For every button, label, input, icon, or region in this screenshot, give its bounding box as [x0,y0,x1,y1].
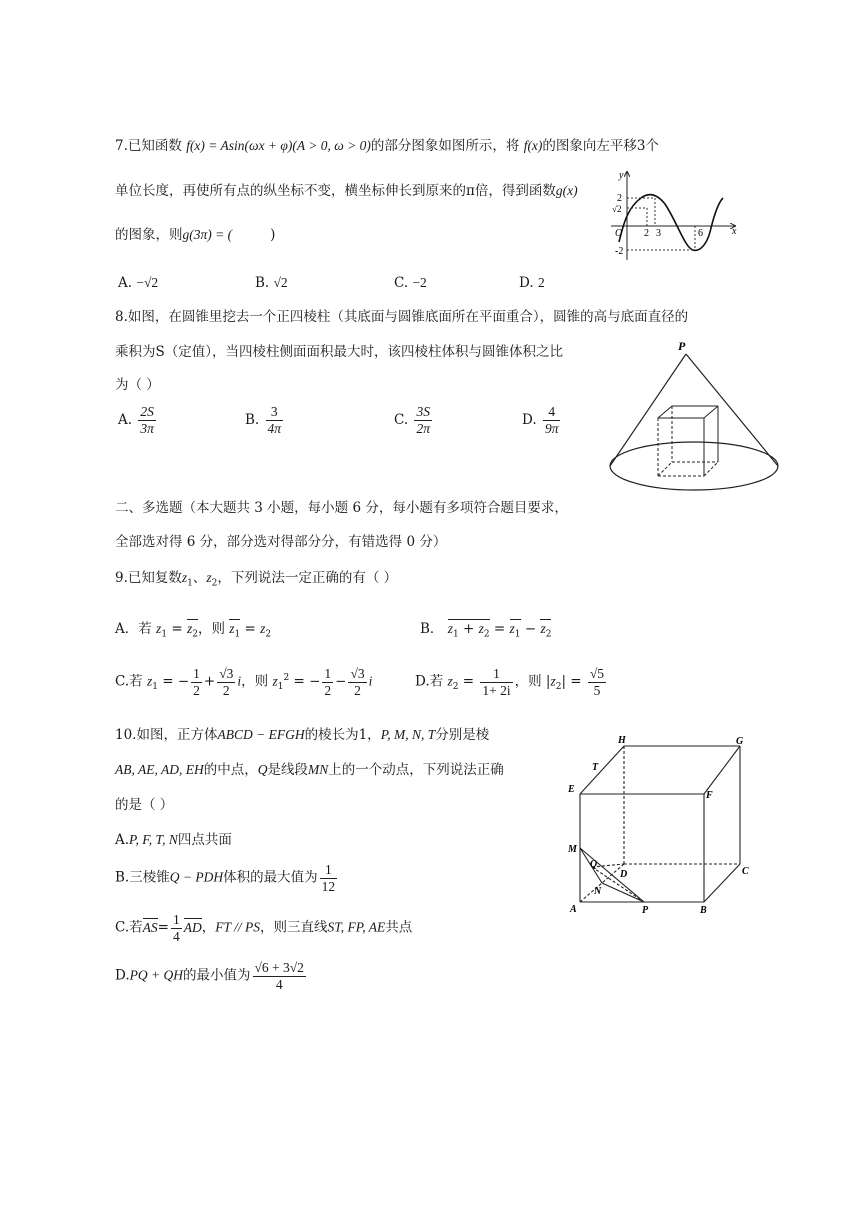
section2-line1: 二、多选题（本大题共 3 小题，每小题 6 分，每小题有多项符合题目要求， [115,500,568,516]
q10-label-a: A [570,904,577,915]
q10-label-b: B [700,905,707,916]
q8-option-a[interactable]: A. $\frac{2S}{3\pi}$ [118,404,154,436]
q10-option-a[interactable]: A.P, F, T, N四点共面 [115,832,232,848]
q7-x-label: x [732,226,737,237]
q10-label-m: M [568,844,577,855]
q8-option-c[interactable]: C. $\frac{3S}{2\pi}$ [394,404,430,436]
q7-origin-label: O [615,228,623,239]
q10-label-e: E [568,784,575,795]
q10-option-c[interactable]: C.若AS= $\frac{1}{4}$ AD，FT // PS，则三直线ST, FP, AE共点 [115,912,413,944]
q7-option-b[interactable]: B. √2 [255,275,288,291]
q10-label-p: P [642,905,649,916]
q10-option-b[interactable]: B.三棱锥Q − PDH体积的最大值为 $\frac{1}{12}$ [115,862,336,894]
q10-label-g: G [736,736,744,747]
q10-line3: 的是（ ） [115,797,174,813]
section2-line2: 全部选对得 6 分，部分选对得部分分，有错选得 0 分） [115,534,447,550]
q9-option-b[interactable]: B． $z_1 + z_2 = z_1 - z_2$ [420,621,552,640]
q7-tick-x6: 6 [698,228,703,239]
q10-label-t: T [592,762,599,773]
q10-option-d[interactable]: D.PQ + QH的最小值为 $\frac{√6 + 3√2}{4}$ [115,960,304,992]
q8-line2: 乘积为S（定值），当四棱柱侧面面积最大时，该四棱柱体积与圆锥体积之比 [115,344,563,360]
q7-line3: 的图象，则g(3π) = ( ) [115,227,276,243]
q7-function-expression: f(x) = Asin(ωx + φ)(A > 0, ω > 0) [186,138,371,153]
q7-line2: 单位长度，再使所有点的纵坐标不变，横坐标伸长到原来的π倍，得到函数g(x) [115,183,578,199]
q10-cube-figure [562,732,762,917]
q8-option-d[interactable]: D. $\frac{4}{9\pi}$ [522,404,559,436]
q8-line3: 为（ ） [115,377,160,393]
q7-tick-x3: 3 [656,228,661,239]
q8-cone-figure [608,338,783,498]
q9-option-c[interactable]: C.若 $z_1$ = − $\frac{1}{2}$ + $\frac{√3}{2}$ i，则 $z_1^2$ = − $\frac{1}{2}$ − $\frac{√3}{2}$ i [115,666,373,698]
q10-label-d: D [620,869,628,880]
q7-tick-x2: 2 [644,228,649,239]
q7-tick-2: 2 [617,193,622,204]
q8-apex-label: P [678,339,686,353]
q7-option-a[interactable]: A. −√2 [118,275,159,291]
q7-option-d[interactable]: D. 2 [519,275,545,291]
q7-tick-neg2: -2 [615,246,624,257]
q9-option-d[interactable]: D.若 $z_2$ = $\frac{1}{1+ 2i}$ ，则 $|z_2|$ = $\frac{√5}{5}$ [415,666,605,698]
q10-label-c: C [742,866,749,877]
q9-stem: 9.已知复数$z_1$、$z_2$，下列说法一定正确的有（ ） [115,570,398,589]
q10-label-n: N [594,886,602,897]
q7-tick-sqrt2: √2 [612,204,622,214]
q7-option-c[interactable]: C. −2 [394,275,427,291]
q10-label-h: H [618,735,626,746]
q7-sine-graph [605,168,745,268]
q10-line2: AB, AE, AD, EH的中点，Q是线段MN上的一个动点，下列说法正确 [115,762,504,778]
q7-curve [619,195,723,251]
q10-line1: 10.如图，正方体ABCD − EFGH的棱长为1，P, M, N, T分别是棱 [115,727,490,743]
q7-line1: 7.已知函数 f(x) = Asin(ωx + φ)(A > 0, ω > 0)的部分图象如图所示，将 f(x)的图象向左平移3个 [115,138,660,154]
q8-option-b[interactable]: B. $\frac{3}{4\pi}$ [245,404,282,436]
q8-line1: 8.如图，在圆锥里挖去一个正四棱柱（其底面与圆锥底面所在平面重合），圆锥的高与底面直径的 [115,309,689,325]
q8-prism [658,406,718,476]
q10-label-q: Q [590,859,598,870]
q9-option-a[interactable]: A．若 $z_1 = z_2$，则 $z_1 = z_2$ [115,621,272,640]
q8-cone-base [610,442,778,490]
q10-label-f: F [706,790,713,801]
q7-y-label: y [619,170,624,181]
